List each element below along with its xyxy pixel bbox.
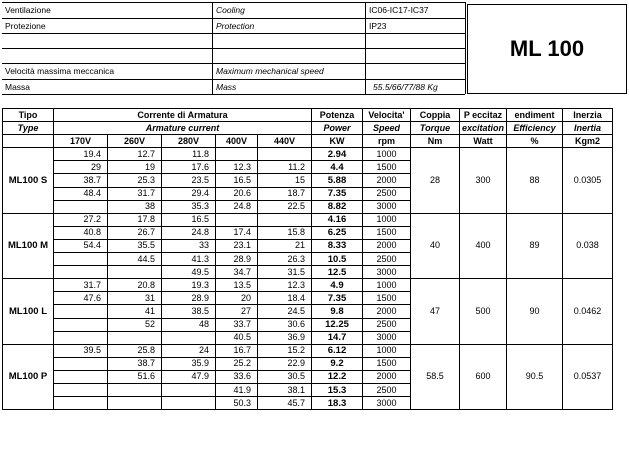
torque-cell: 28 — [411, 148, 460, 213]
current-cell-v170: 48.4 — [54, 187, 108, 200]
excitation-cell: 500 — [460, 279, 507, 344]
current-cell-v280: 41.3 — [162, 253, 216, 266]
current-cell-v280: 17.6 — [162, 161, 216, 174]
speed-cell: 3000 — [363, 397, 411, 410]
speed-cell: 1500 — [363, 357, 411, 370]
col-header-coppia: Coppia — [411, 109, 460, 122]
current-cell-v440: 24.5 — [258, 305, 312, 318]
cell-label-en: Cooling — [216, 5, 245, 15]
current-cell-v170 — [54, 357, 108, 370]
current-cell-v280 — [162, 397, 216, 410]
cell-label-it: Velocità massima meccanica — [5, 66, 115, 76]
col-header-eccitaz: P eccitaz — [460, 109, 507, 122]
column-separator — [212, 2, 213, 94]
power-cell: 10.5 — [312, 253, 363, 266]
inertia-cell: 0.038 — [563, 213, 613, 278]
current-cell-v170: 31.7 — [54, 279, 108, 292]
current-cell-v170 — [54, 253, 108, 266]
current-cell-v170: 27.2 — [54, 213, 108, 226]
cell-value: IP23 — [369, 21, 387, 31]
power-cell: 9.2 — [312, 357, 363, 370]
col-header-speed: Speed — [363, 122, 411, 135]
current-cell-v260: 12.7 — [108, 148, 162, 161]
speed-cell: 2500 — [363, 187, 411, 200]
current-cell-v280: 19.3 — [162, 279, 216, 292]
col-header-potenza: Potenza — [312, 109, 363, 122]
excitation-cell: 300 — [460, 148, 507, 213]
excitation-cell: 600 — [460, 344, 507, 409]
col-header-260v: 260V — [108, 135, 162, 148]
power-cell: 5.88 — [312, 174, 363, 187]
header-row-cooling — [2, 3, 465, 18]
current-cell-v400: 17.4 — [216, 226, 258, 239]
inertia-cell: 0.0462 — [563, 279, 613, 344]
current-cell-v440: 18.7 — [258, 187, 312, 200]
column-separator — [465, 2, 466, 94]
current-cell-v260: 44.5 — [108, 253, 162, 266]
col-header-280v: 280V — [162, 135, 216, 148]
col-header-efficiency: Efficiency — [507, 122, 563, 135]
power-cell: 7.35 — [312, 292, 363, 305]
current-cell-v400: 12.3 — [216, 161, 258, 174]
current-cell-v260 — [108, 397, 162, 410]
speed-cell: 2000 — [363, 239, 411, 252]
power-cell: 12.5 — [312, 266, 363, 279]
current-cell-v280: 35.9 — [162, 357, 216, 370]
col-header-type: Type — [3, 122, 54, 135]
col-header-pct: % — [507, 135, 563, 148]
col-header-rpm: rpm — [363, 135, 411, 148]
col-header-400v: 400V — [216, 135, 258, 148]
current-cell-v260: 20.8 — [108, 279, 162, 292]
power-cell: 14.7 — [312, 331, 363, 344]
power-cell: 15.3 — [312, 383, 363, 396]
efficiency-cell: 88 — [507, 148, 563, 213]
col-header-inerzia: Inerzia — [563, 109, 613, 122]
current-cell-v440: 22.5 — [258, 200, 312, 213]
current-cell-v280: 23.5 — [162, 174, 216, 187]
power-cell: 9.8 — [312, 305, 363, 318]
current-cell-v280: 35.3 — [162, 200, 216, 213]
power-cell: 6.25 — [312, 226, 363, 239]
power-cell: 12.25 — [312, 318, 363, 331]
torque-cell: 47 — [411, 279, 460, 344]
current-cell-v440 — [258, 213, 312, 226]
current-cell-v280: 16.5 — [162, 213, 216, 226]
grid-line — [2, 48, 465, 49]
column-separator — [365, 2, 366, 94]
current-cell-v400: 20.6 — [216, 187, 258, 200]
current-cell-v400: 24.8 — [216, 200, 258, 213]
current-cell-v400: 16.5 — [216, 174, 258, 187]
power-cell: 4.4 — [312, 161, 363, 174]
current-cell-v260: 25.3 — [108, 174, 162, 187]
current-cell-v170 — [54, 331, 108, 344]
current-cell-v260: 17.8 — [108, 213, 162, 226]
speed-cell: 2500 — [363, 318, 411, 331]
current-cell-v260: 19 — [108, 161, 162, 174]
current-cell-v280: 33 — [162, 239, 216, 252]
current-cell-v400: 20 — [216, 292, 258, 305]
current-cell-v260: 41 — [108, 305, 162, 318]
current-cell-v170 — [54, 266, 108, 279]
current-cell-v280: 24.8 — [162, 226, 216, 239]
current-cell-v260: 31.7 — [108, 187, 162, 200]
col-header-rendimento: endiment — [507, 109, 563, 122]
current-cell-v280 — [162, 331, 216, 344]
col-header-watt: Watt — [460, 135, 507, 148]
model-cell: ML100 L — [3, 279, 54, 344]
header-row-protection — [2, 19, 465, 34]
current-cell-v170: 29 — [54, 161, 108, 174]
current-cell-v170 — [54, 370, 108, 383]
current-cell-v260: 51.6 — [108, 370, 162, 383]
current-cell-v170 — [54, 305, 108, 318]
speed-cell: 2500 — [363, 253, 411, 266]
speed-cell: 3000 — [363, 331, 411, 344]
cell-label-en: Protection — [216, 21, 255, 31]
current-cell-v400: 23.1 — [216, 239, 258, 252]
current-cell-v400: 28.9 — [216, 253, 258, 266]
current-cell-v280 — [162, 383, 216, 396]
speed-cell: 1500 — [363, 161, 411, 174]
current-cell-v260: 31 — [108, 292, 162, 305]
cell-label-it: Ventilazione — [5, 5, 51, 15]
cell-value: 55.5/66/77/88 Kg — [373, 82, 438, 92]
col-header-torque: Torque — [411, 122, 460, 135]
current-cell-v440: 45.7 — [258, 397, 312, 410]
col-header-tipo: Tipo — [3, 109, 54, 122]
current-cell-v440: 11.2 — [258, 161, 312, 174]
table-header-row-1 — [3, 109, 613, 122]
current-cell-v440: 30.6 — [258, 318, 312, 331]
col-header-kw: KW — [312, 135, 363, 148]
model-cell: ML100 M — [3, 213, 54, 278]
current-cell-v280: 38.5 — [162, 305, 216, 318]
current-cell-v260: 38 — [108, 200, 162, 213]
current-cell-v440: 22.9 — [258, 357, 312, 370]
power-cell: 18.3 — [312, 397, 363, 410]
power-cell: 8.33 — [312, 239, 363, 252]
current-cell-v170: 54.4 — [54, 239, 108, 252]
current-cell-v400: 27 — [216, 305, 258, 318]
current-cell-v280: 49.5 — [162, 266, 216, 279]
current-cell-v440 — [258, 148, 312, 161]
torque-cell: 58.5 — [411, 344, 460, 409]
current-cell-v260 — [108, 331, 162, 344]
current-cell-v260 — [108, 383, 162, 396]
col-header-corrente: Corrente di Armatura — [54, 109, 312, 122]
grid-line — [2, 94, 465, 95]
table-header-row-2 — [3, 122, 613, 135]
current-cell-v170 — [54, 200, 108, 213]
current-cell-v400: 40.5 — [216, 331, 258, 344]
col-header-power: Power — [312, 122, 363, 135]
power-cell: 4.16 — [312, 213, 363, 226]
table-row — [3, 148, 613, 161]
model-title: ML 100 — [467, 4, 627, 94]
speed-cell: 3000 — [363, 200, 411, 213]
current-cell-v440: 21 — [258, 239, 312, 252]
col-header-inertia: Inertia — [563, 122, 613, 135]
col-header-nm: Nm — [411, 135, 460, 148]
current-cell-v170: 38.7 — [54, 174, 108, 187]
current-cell-v280: 11.8 — [162, 148, 216, 161]
power-cell: 12.2 — [312, 370, 363, 383]
grid-line — [2, 33, 465, 34]
current-cell-v170: 40.8 — [54, 226, 108, 239]
speed-cell: 1000 — [363, 213, 411, 226]
col-header-kgm2: Kgm2 — [563, 135, 613, 148]
current-cell-v400: 13.5 — [216, 279, 258, 292]
current-cell-v400: 41.9 — [216, 383, 258, 396]
cell-value: IC06-IC17-IC37 — [369, 5, 429, 15]
efficiency-cell: 90.5 — [507, 344, 563, 409]
table-header-row-3 — [3, 135, 613, 148]
inertia-cell: 0.0537 — [563, 344, 613, 409]
power-cell: 2.94 — [312, 148, 363, 161]
col-header-armature: Armature current — [54, 122, 312, 135]
current-cell-v400: 50.3 — [216, 397, 258, 410]
current-cell-v260: 25.8 — [108, 344, 162, 357]
current-cell-v440: 30.5 — [258, 370, 312, 383]
col-header-velocita: Velocita' — [363, 109, 411, 122]
speed-cell: 3000 — [363, 266, 411, 279]
current-cell-v440: 26.3 — [258, 253, 312, 266]
speed-cell: 1500 — [363, 226, 411, 239]
current-cell-v260: 35.5 — [108, 239, 162, 252]
power-cell: 8.82 — [312, 200, 363, 213]
table-row — [3, 344, 613, 357]
current-cell-v400 — [216, 148, 258, 161]
cell-label-it: Massa — [5, 82, 31, 92]
speed-cell: 1500 — [363, 292, 411, 305]
current-cell-v400: 33.6 — [216, 370, 258, 383]
current-cell-v260 — [108, 266, 162, 279]
current-cell-v440: 31.5 — [258, 266, 312, 279]
header-row-max-speed — [2, 64, 465, 79]
speed-cell: 1000 — [363, 344, 411, 357]
col-header-170v: 170V — [54, 135, 108, 148]
cell-label-it: Protezione — [5, 21, 46, 31]
current-cell-v170 — [54, 397, 108, 410]
current-cell-v400: 16.7 — [216, 344, 258, 357]
current-cell-v440: 15.8 — [258, 226, 312, 239]
model-cell: ML100 S — [3, 148, 54, 213]
empty-cell — [3, 135, 54, 148]
current-cell-v280: 47.9 — [162, 370, 216, 383]
current-cell-v260: 26.7 — [108, 226, 162, 239]
current-cell-v280: 24 — [162, 344, 216, 357]
cell-label-en: Maximum mechanical speed — [216, 66, 324, 76]
current-cell-v170: 39.5 — [54, 344, 108, 357]
current-cell-v440: 38.1 — [258, 383, 312, 396]
current-cell-v280: 28.9 — [162, 292, 216, 305]
current-cell-v440: 15.2 — [258, 344, 312, 357]
current-cell-v440: 18.4 — [258, 292, 312, 305]
current-cell-v260: 52 — [108, 318, 162, 331]
table-row — [3, 213, 613, 226]
current-cell-v170: 19.4 — [54, 148, 108, 161]
speed-cell: 2000 — [363, 305, 411, 318]
current-cell-v440: 36.9 — [258, 331, 312, 344]
current-cell-v260: 38.7 — [108, 357, 162, 370]
col-header-excitation: excitation — [460, 122, 507, 135]
speed-cell: 2000 — [363, 174, 411, 187]
table-row — [3, 279, 613, 292]
current-cell-v400: 25.2 — [216, 357, 258, 370]
motor-data-table — [2, 108, 613, 410]
efficiency-cell: 90 — [507, 279, 563, 344]
current-cell-v280: 29.4 — [162, 187, 216, 200]
power-cell: 7.35 — [312, 187, 363, 200]
power-cell: 6.12 — [312, 344, 363, 357]
power-cell: 4.9 — [312, 279, 363, 292]
speed-cell: 2500 — [363, 383, 411, 396]
excitation-cell: 400 — [460, 213, 507, 278]
inertia-cell: 0.0305 — [563, 148, 613, 213]
efficiency-cell: 89 — [507, 213, 563, 278]
speed-cell: 1000 — [363, 148, 411, 161]
header-row-mass — [2, 80, 465, 95]
current-cell-v440: 12.3 — [258, 279, 312, 292]
current-cell-v400: 34.7 — [216, 266, 258, 279]
current-cell-v400 — [216, 213, 258, 226]
speed-cell: 1000 — [363, 279, 411, 292]
col-header-440v: 440V — [258, 135, 312, 148]
speed-cell: 2000 — [363, 370, 411, 383]
current-cell-v170: 47.6 — [54, 292, 108, 305]
current-cell-v280: 48 — [162, 318, 216, 331]
current-cell-v170 — [54, 383, 108, 396]
current-cell-v440: 15 — [258, 174, 312, 187]
model-cell: ML100 P — [3, 344, 54, 409]
cell-label-en: Mass — [216, 82, 237, 92]
torque-cell: 40 — [411, 213, 460, 278]
current-cell-v170 — [54, 318, 108, 331]
current-cell-v400: 33.7 — [216, 318, 258, 331]
